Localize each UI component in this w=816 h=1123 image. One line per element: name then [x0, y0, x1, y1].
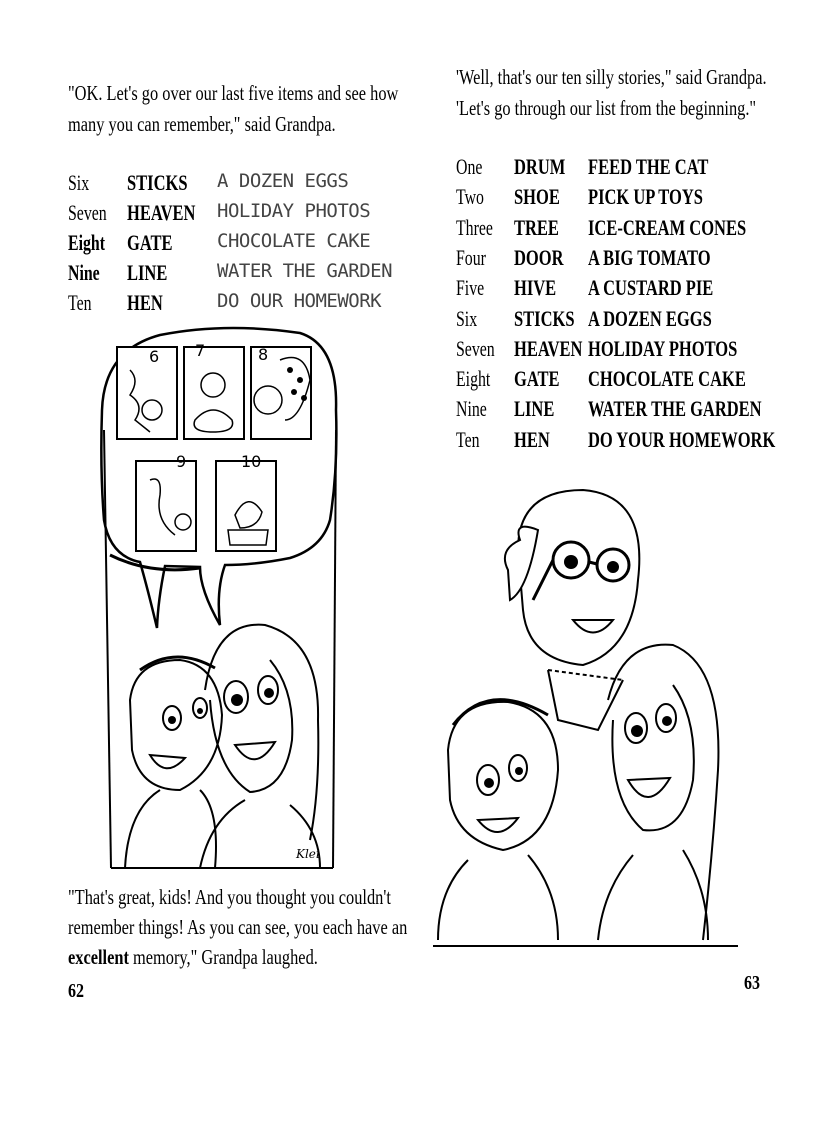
list-number: Eight — [456, 366, 491, 392]
list-number: Three — [456, 214, 493, 240]
list-peg-word: GATE — [127, 230, 173, 255]
list-item: PICK UP TOYS — [588, 184, 703, 210]
page-number: 62 — [68, 980, 84, 1002]
list-item: DO OUR HOMEWORK — [217, 290, 382, 312]
list-number: Nine — [68, 260, 100, 285]
left-outro-line — [68, 942, 407, 972]
list-peg-word: DOOR — [514, 244, 564, 270]
list-item: WATER THE GARDEN — [588, 396, 762, 422]
list-item: WATER THE GARDEN — [217, 260, 393, 282]
list-peg-word: HEAVEN — [127, 200, 196, 225]
left-outro-line: "That's great, kids! And you thought you couldn't — [68, 885, 391, 909]
list-item: DO YOUR HOMEWORK — [588, 426, 776, 452]
list-peg-word: HEN — [514, 426, 550, 452]
list-item: HOLIDAY PHOTOS — [217, 200, 371, 222]
list-peg-word: TREE — [514, 214, 559, 240]
list-peg-word: HEAVEN — [514, 335, 583, 361]
list-item: CHOCOLATE CAKE — [588, 366, 746, 392]
list-peg-word: GATE — [514, 366, 560, 392]
page-number: 63 — [744, 972, 760, 994]
right-intro-line: 'Well, that's our ten silly stories," said Grandpa. — [456, 65, 767, 89]
list-peg-word: HEN — [127, 290, 163, 315]
right-page — [408, 0, 816, 1123]
emphasis-word: excellent — [68, 945, 129, 969]
list-number: Four — [456, 244, 486, 270]
right-intro-line: 'Let's go through our list from the beginning." — [456, 96, 757, 120]
left-outro-rest: memory," Grandpa laughed. — [128, 945, 318, 969]
right-illustration — [408, 470, 816, 970]
panel-number: 10 — [241, 452, 262, 471]
panel-number: 7 — [195, 341, 206, 360]
list-peg-word: LINE — [514, 396, 555, 422]
list-peg-word: SHOE — [514, 184, 560, 210]
list-item: A DOZEN EGGS — [588, 305, 712, 331]
list-number: Ten — [68, 290, 92, 315]
list-item: CHOCOLATE CAKE — [217, 230, 371, 252]
list-number: One — [456, 154, 483, 179]
list-item: FEED THE CAT — [588, 154, 709, 179]
illustrator-signature: Klei — [296, 847, 320, 861]
left-outro-line: remember things! As you can see, you each have an — [68, 915, 408, 939]
left-intro-line: many you can remember," said Grandpa. — [68, 112, 336, 136]
list-number: Five — [456, 275, 485, 301]
panel-number: 9 — [176, 452, 187, 471]
panel-number: 8 — [258, 345, 269, 364]
list-number: Six — [456, 305, 478, 331]
list-peg-word: LINE — [127, 260, 168, 285]
right-intro-text — [456, 62, 816, 124]
list-item: ICE-CREAM CONES — [588, 214, 747, 240]
list-item: HOLIDAY PHOTOS — [588, 335, 738, 361]
list-number: Seven — [68, 200, 107, 225]
list-peg-word: HIVE — [514, 275, 557, 301]
list-item: A CUSTARD PIE — [588, 275, 714, 301]
list-number: Two — [456, 184, 484, 210]
list-peg-word: STICKS — [514, 305, 575, 331]
list-number: Ten — [456, 426, 480, 452]
list-number: Six — [68, 170, 90, 195]
list-number: Eight — [68, 230, 105, 255]
panel-number: 6 — [149, 347, 160, 366]
left-intro-line: "OK. Let's go over our last five items and see how — [68, 81, 399, 105]
left-illustration — [0, 0, 408, 880]
list-item: A DOZEN EGGS — [217, 170, 349, 192]
list-peg-word: DRUM — [514, 154, 566, 179]
list-number: Nine — [456, 396, 487, 422]
list-number: Seven — [456, 335, 495, 361]
list-peg-word: STICKS — [127, 170, 188, 195]
list-item: A BIG TOMATO — [588, 244, 711, 270]
